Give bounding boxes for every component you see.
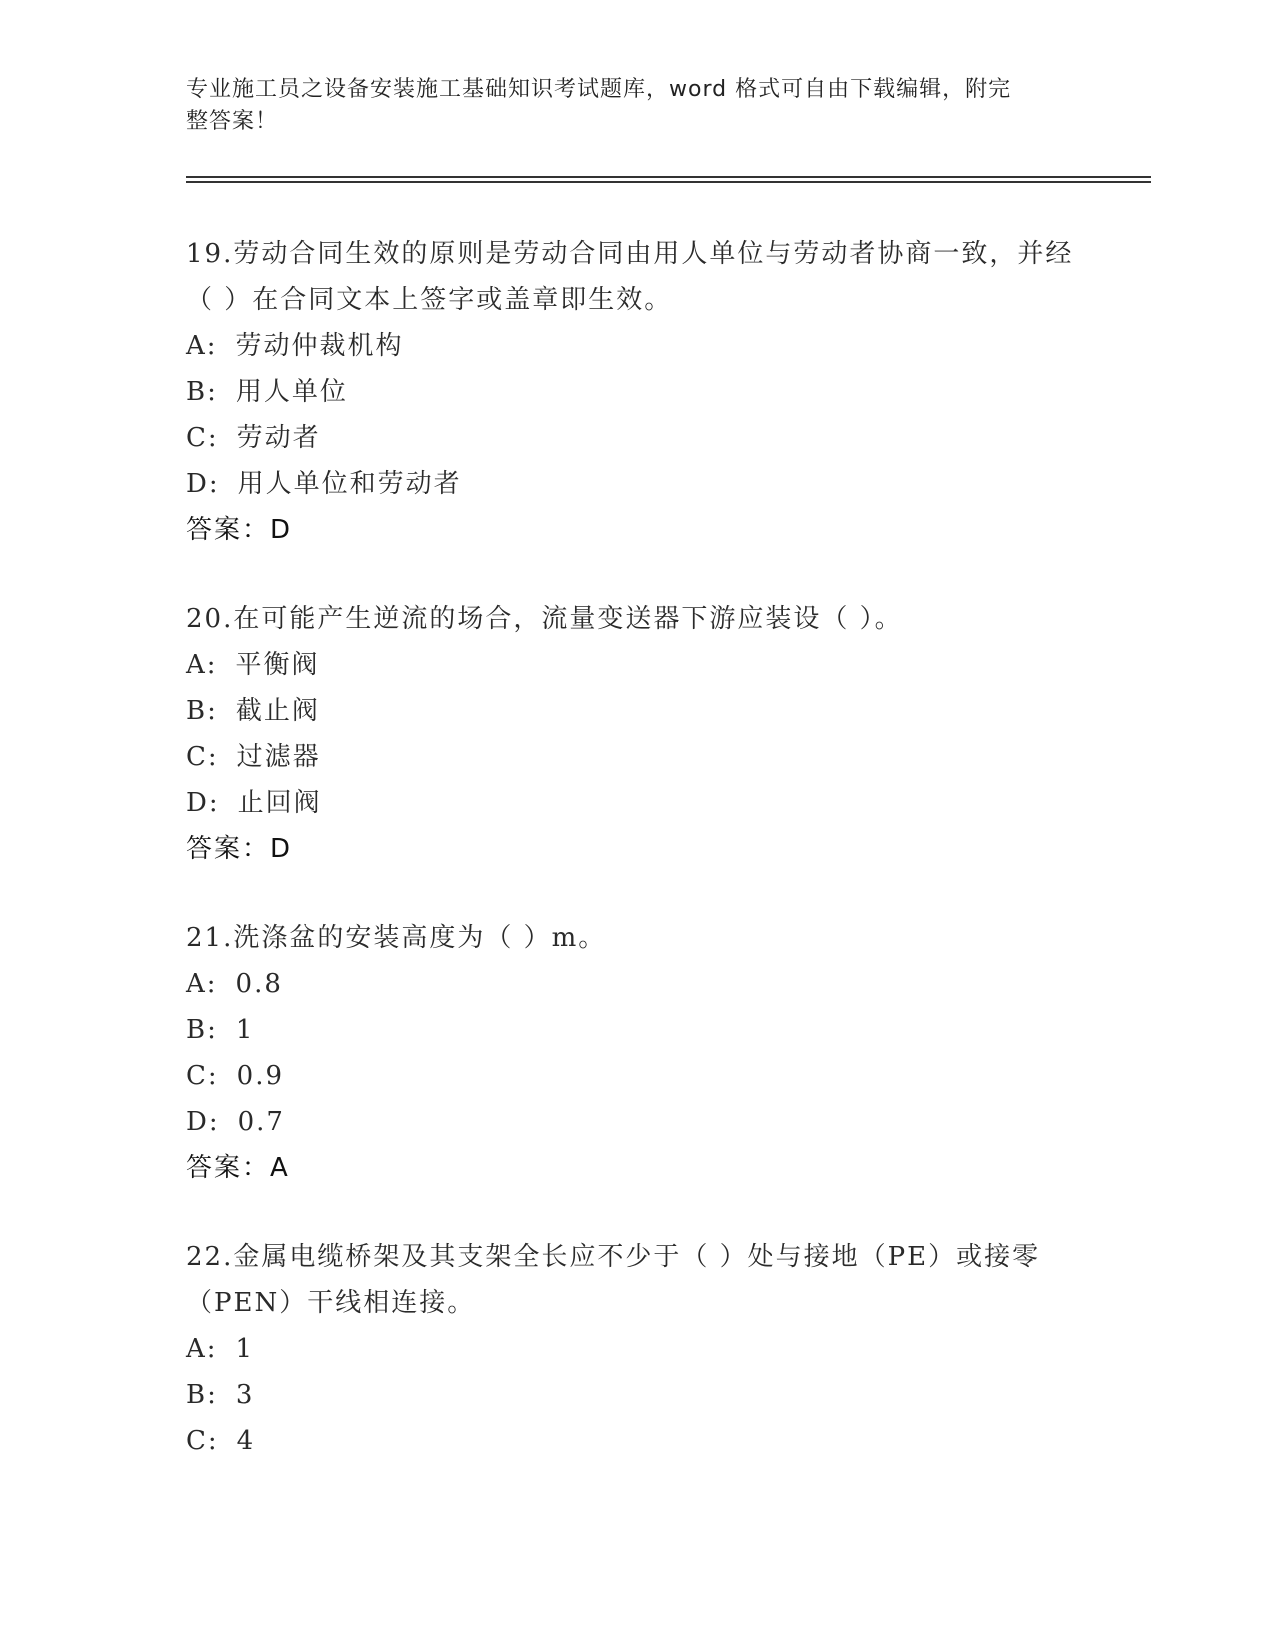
option-text: 平衡阀	[235, 650, 320, 680]
question-stem: 22.金属电缆桥架及其支架全长应不少于（ ）处与接地（PE）或接零（PEN）干线相连接。	[186, 1242, 1041, 1318]
option-letter: A:	[186, 1334, 218, 1364]
option-text: 劳动者	[236, 423, 321, 453]
option-text: 0.9	[236, 1061, 285, 1091]
header-divider-bottom	[186, 181, 1151, 183]
option-text: 止回阀	[237, 788, 322, 818]
option-a	[186, 961, 1086, 1007]
header-divider-top	[186, 176, 1151, 178]
option-text: 3	[235, 1380, 255, 1410]
option-text: 用人单位和劳动者	[237, 469, 462, 499]
question-21	[186, 915, 1086, 1191]
option-b	[186, 1372, 1086, 1418]
document-header	[186, 74, 1066, 138]
option-c	[186, 734, 1086, 780]
option-text: 劳动仲裁机构	[235, 331, 404, 361]
option-d	[186, 780, 1086, 826]
option-d	[186, 461, 1086, 507]
option-letter: C:	[186, 423, 219, 453]
option-text: 过滤器	[236, 742, 321, 772]
header-line-2: 整答案！	[186, 109, 279, 134]
option-c	[186, 1418, 1086, 1464]
header-line-1: 专业施工员之设备安装施工基础知识考试题库，word 格式可自由下载编辑，附完	[186, 77, 1012, 102]
option-letter: B:	[186, 377, 218, 407]
option-b	[186, 688, 1086, 734]
option-text: 1	[235, 1015, 255, 1045]
option-text: 4	[236, 1426, 256, 1456]
answer-line: 答案：A	[186, 1153, 290, 1183]
option-d	[186, 1099, 1086, 1145]
option-text: 0.8	[235, 969, 283, 999]
option-a	[186, 642, 1086, 688]
option-letter: C:	[186, 1426, 219, 1456]
option-letter: D:	[186, 788, 220, 818]
option-a	[186, 1326, 1086, 1372]
option-text: 1	[235, 1334, 255, 1364]
question-22	[186, 1234, 1086, 1464]
option-c	[186, 1053, 1086, 1099]
option-text: 截止阀	[235, 696, 320, 726]
option-letter: D:	[186, 1107, 220, 1137]
question-stem: 19.劳动合同生效的原则是劳动合同由用人单位与劳动者协商一致，并经（ ）在合同文本上签字或盖章即生效。	[186, 239, 1074, 315]
option-letter: B:	[186, 1380, 218, 1410]
option-b	[186, 1007, 1086, 1053]
option-letter: A:	[186, 331, 218, 361]
question-stem: 21.洗涤盆的安装高度为（ ）m。	[186, 923, 607, 953]
option-letter: B:	[186, 1015, 218, 1045]
option-text: 0.7	[237, 1107, 285, 1137]
option-letter: B:	[186, 696, 218, 726]
question-stem: 20.在可能产生逆流的场合，流量变送器下游应装设（ ）。	[186, 604, 903, 634]
answer-line: 答案：D	[186, 515, 293, 545]
option-text: 用人单位	[235, 377, 348, 407]
option-letter: C:	[186, 1061, 219, 1091]
option-letter: C:	[186, 742, 219, 772]
option-b	[186, 369, 1086, 415]
option-letter: D:	[186, 469, 220, 499]
option-a	[186, 323, 1086, 369]
answer-line: 答案：D	[186, 834, 293, 864]
question-20	[186, 596, 1086, 872]
option-c	[186, 415, 1086, 461]
option-letter: A:	[186, 650, 218, 680]
option-letter: A:	[186, 969, 218, 999]
question-19	[186, 231, 1086, 553]
